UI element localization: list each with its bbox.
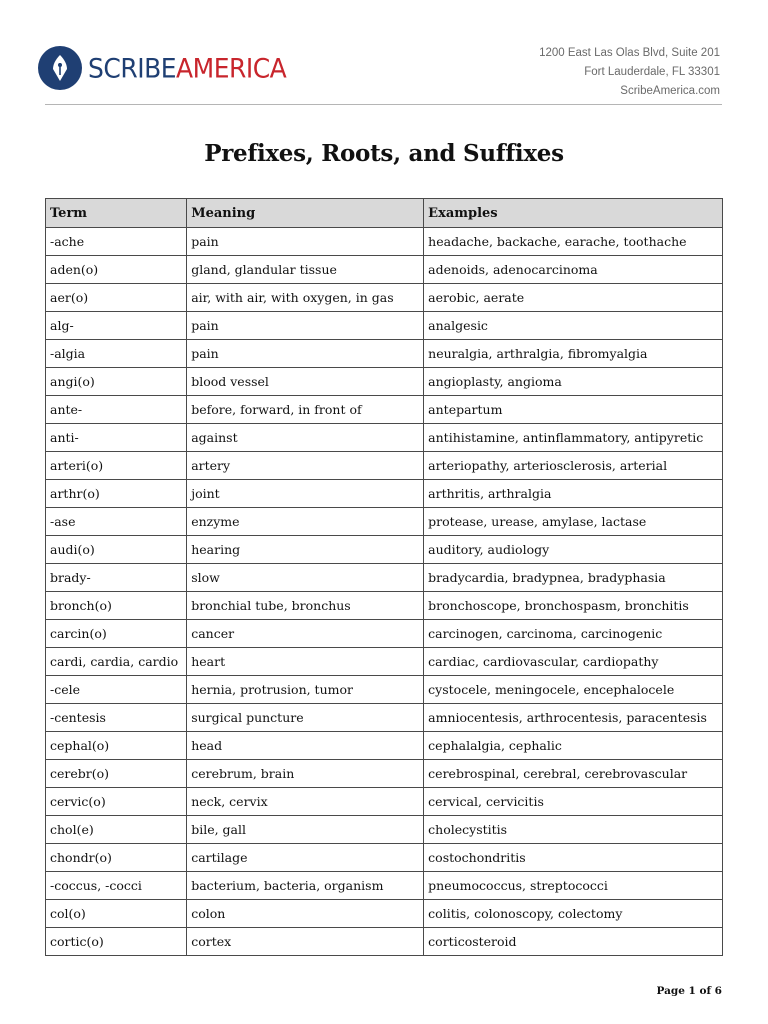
table-row <box>46 312 723 340</box>
meaning-cell: pain <box>187 340 424 368</box>
examples-cell: cephalalgia, cephalic <box>424 732 723 760</box>
examples-cell: costochondritis <box>424 844 723 872</box>
meaning-cell: artery <box>187 452 424 480</box>
table-row <box>46 928 723 956</box>
examples-cell: colitis, colonoscopy, colectomy <box>424 900 723 928</box>
meaning-cell: bile, gall <box>187 816 424 844</box>
meaning-cell: air, with air, with oxygen, in gas <box>187 284 424 312</box>
term-cell: cardi, cardia, cardio <box>46 648 187 676</box>
meaning-cell: before, forward, in front of <box>187 396 424 424</box>
table-row <box>46 676 723 704</box>
meaning-cell: blood vessel <box>187 368 424 396</box>
table-row <box>46 284 723 312</box>
term-cell: angi(o) <box>46 368 187 396</box>
term-cell: brady- <box>46 564 187 592</box>
meaning-cell: surgical puncture <box>187 704 424 732</box>
table-row <box>46 760 723 788</box>
table-row <box>46 872 723 900</box>
meaning-cell: head <box>187 732 424 760</box>
address-line-1: 1200 East Las Olas Blvd, Suite 201 <box>539 47 720 59</box>
table-row <box>46 340 723 368</box>
table-row <box>46 424 723 452</box>
meaning-cell: pain <box>187 228 424 256</box>
examples-cell: headache, backache, earache, toothache <box>424 228 723 256</box>
term-cell: -algia <box>46 340 187 368</box>
terms-table <box>45 198 723 956</box>
term-cell: -ache <box>46 228 187 256</box>
term-cell: cortic(o) <box>46 928 187 956</box>
term-cell: aden(o) <box>46 256 187 284</box>
meaning-cell: hearing <box>187 536 424 564</box>
meaning-cell: slow <box>187 564 424 592</box>
meaning-cell: cerebrum, brain <box>187 760 424 788</box>
table-row <box>46 900 723 928</box>
address-line-2: Fort Lauderdale, FL 33301 <box>584 66 720 78</box>
examples-cell: corticosteroid <box>424 928 723 956</box>
table-row <box>46 704 723 732</box>
company-address <box>539 44 720 101</box>
term-cell: chol(e) <box>46 816 187 844</box>
examples-cell: amniocentesis, arthrocentesis, paracentesis <box>424 704 723 732</box>
website-link[interactable]: ScribeAmerica.com <box>620 85 720 97</box>
table-row <box>46 536 723 564</box>
meaning-cell: neck, cervix <box>187 788 424 816</box>
table-row <box>46 788 723 816</box>
examples-cell: cystocele, meningocele, encephalocele <box>424 676 723 704</box>
page-number: Page 1 of 6 <box>656 985 722 997</box>
examples-cell: cholecystitis <box>424 816 723 844</box>
examples-cell: angioplasty, angioma <box>424 368 723 396</box>
table-row <box>46 592 723 620</box>
column-header-meaning: Meaning <box>187 199 424 228</box>
column-header-examples: Examples <box>424 199 723 228</box>
term-cell: -ase <box>46 508 187 536</box>
table-row <box>46 732 723 760</box>
meaning-cell: bronchial tube, bronchus <box>187 592 424 620</box>
term-cell: cerebr(o) <box>46 760 187 788</box>
term-cell: col(o) <box>46 900 187 928</box>
table-row <box>46 564 723 592</box>
table-row <box>46 228 723 256</box>
meaning-cell: bacterium, bacteria, organism <box>187 872 424 900</box>
document-title: Prefixes, Roots, and Suffixes <box>204 140 564 167</box>
examples-cell: aerobic, aerate <box>424 284 723 312</box>
term-cell: cervic(o) <box>46 788 187 816</box>
examples-cell: cardiac, cardiovascular, cardiopathy <box>424 648 723 676</box>
term-cell: arteri(o) <box>46 452 187 480</box>
meaning-cell: pain <box>187 312 424 340</box>
table-row <box>46 816 723 844</box>
meaning-cell: colon <box>187 900 424 928</box>
term-cell: -centesis <box>46 704 187 732</box>
scribeamerica-logo <box>38 46 286 90</box>
examples-cell: arteriopathy, arteriosclerosis, arterial <box>424 452 723 480</box>
examples-cell: protease, urease, amylase, lactase <box>424 508 723 536</box>
term-cell: anti- <box>46 424 187 452</box>
table-row <box>46 396 723 424</box>
term-cell: audi(o) <box>46 536 187 564</box>
term-cell: arthr(o) <box>46 480 187 508</box>
examples-cell: adenoids, adenocarcinoma <box>424 256 723 284</box>
examples-cell: carcinogen, carcinoma, carcinogenic <box>424 620 723 648</box>
term-cell: chondr(o) <box>46 844 187 872</box>
table-row <box>46 452 723 480</box>
examples-cell: cerebrospinal, cerebral, cerebrovascular <box>424 760 723 788</box>
table-row <box>46 480 723 508</box>
examples-cell: neuralgia, arthralgia, fibromyalgia <box>424 340 723 368</box>
page-header <box>0 0 768 110</box>
meaning-cell: heart <box>187 648 424 676</box>
meaning-cell: against <box>187 424 424 452</box>
pen-nib-icon <box>38 46 82 90</box>
term-cell: -cele <box>46 676 187 704</box>
examples-cell: arthritis, arthralgia <box>424 480 723 508</box>
column-header-term: Term <box>46 199 187 228</box>
term-cell: carcin(o) <box>46 620 187 648</box>
meaning-cell: hernia, protrusion, tumor <box>187 676 424 704</box>
term-cell: ante- <box>46 396 187 424</box>
term-cell: alg- <box>46 312 187 340</box>
table-row <box>46 368 723 396</box>
meaning-cell: gland, glandular tissue <box>187 256 424 284</box>
examples-cell: antihistamine, antinflammatory, antipyretic <box>424 424 723 452</box>
meaning-cell: cortex <box>187 928 424 956</box>
examples-cell: bronchoscope, bronchospasm, bronchitis <box>424 592 723 620</box>
meaning-cell: cartilage <box>187 844 424 872</box>
table-header-row <box>46 199 723 228</box>
examples-cell: analgesic <box>424 312 723 340</box>
terms-table-body <box>46 228 723 956</box>
logo-wordmark <box>88 52 287 84</box>
table-row <box>46 620 723 648</box>
logo-scribe-text: SCRIBE <box>88 52 177 84</box>
examples-cell: cervical, cervicitis <box>424 788 723 816</box>
table-row <box>46 844 723 872</box>
meaning-cell: joint <box>187 480 424 508</box>
term-cell: aer(o) <box>46 284 187 312</box>
term-cell: bronch(o) <box>46 592 187 620</box>
table-row <box>46 648 723 676</box>
term-cell: -coccus, -cocci <box>46 872 187 900</box>
logo-america-text: AMERICA <box>176 52 287 84</box>
examples-cell: antepartum <box>424 396 723 424</box>
table-row <box>46 256 723 284</box>
examples-cell: pneumococcus, streptococci <box>424 872 723 900</box>
table-row <box>46 508 723 536</box>
examples-cell: bradycardia, bradypnea, bradyphasia <box>424 564 723 592</box>
header-divider <box>45 104 722 105</box>
meaning-cell: enzyme <box>187 508 424 536</box>
term-cell: cephal(o) <box>46 732 187 760</box>
meaning-cell: cancer <box>187 620 424 648</box>
examples-cell: auditory, audiology <box>424 536 723 564</box>
